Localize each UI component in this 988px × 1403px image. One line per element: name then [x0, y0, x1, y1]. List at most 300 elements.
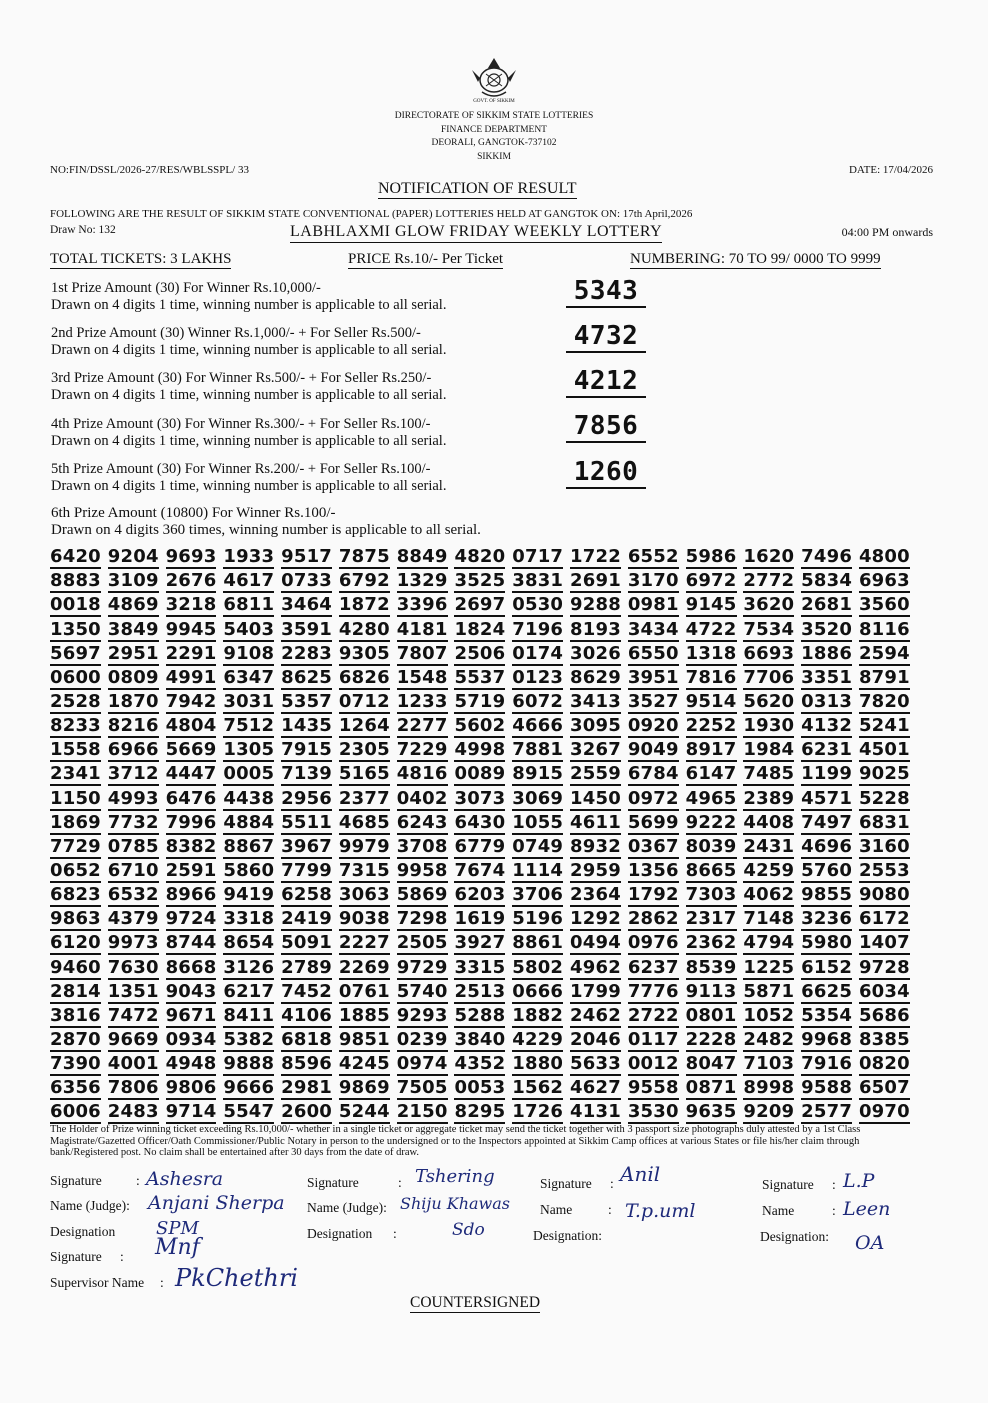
prize-6-winning-number: 5403 [223, 618, 275, 640]
prize-6-winning-number: 2862 [627, 908, 679, 930]
prize-6-winning-number: 8966 [165, 884, 217, 906]
prize-6-winning-number: 2959 [570, 859, 621, 881]
prize-6-number-row [50, 1028, 910, 1052]
prize-6-winning-number: 2228 [685, 1028, 737, 1050]
prize-6-winning-number: 6693 [743, 642, 795, 664]
prize-6-winning-number: 4181 [396, 618, 448, 640]
prize-6-winning-number: 5740 [396, 980, 448, 1002]
prize-6-winning-number: 2377 [338, 787, 390, 809]
prize-6-winning-number: 4132 [801, 715, 853, 737]
prize-6-winning-number: 6823 [50, 884, 101, 906]
prize-6-winning-number: 3315 [454, 956, 506, 978]
prize-6-winning-number: 0785 [107, 835, 159, 857]
prize-6-winning-number: 3951 [627, 666, 679, 688]
prize-6-number-row [50, 907, 910, 931]
prize-6-winning-number: 9293 [396, 1004, 448, 1026]
prize-1-description [51, 280, 446, 314]
prize-6-winning-number: 5196 [512, 908, 564, 930]
prize-6-winning-number: 7298 [396, 908, 448, 930]
signature-label: Signature [540, 1176, 592, 1191]
prize-6-winning-number: 9671 [165, 1004, 217, 1026]
prize-6-winning-number: 1930 [743, 715, 795, 737]
prize-6-winning-number: 0313 [801, 690, 853, 712]
prize-amount-line: 2nd Prize Amount (30) Winner Rs.1,000/- + For Seller Rs.500/- [51, 325, 421, 341]
prize-6-winning-number: 9558 [627, 1077, 679, 1099]
prize-6-winning-number: 3026 [570, 642, 621, 664]
prize-6-winning-number: 1620 [743, 546, 795, 568]
prize-6-winning-number: 0530 [512, 594, 564, 616]
prize-6-winning-number: 2505 [396, 932, 448, 954]
prize-6-winning-number: 5537 [454, 666, 506, 688]
prize-6-winning-number: 6430 [454, 811, 506, 833]
prize-6-winning-number: 1435 [281, 715, 333, 737]
prize-6-winning-number: 2553 [858, 859, 910, 881]
prize-6-winning-number: 1356 [627, 859, 679, 881]
prize-6-winning-number: 2482 [743, 1028, 795, 1050]
prize-6-winning-number: 4948 [165, 1053, 217, 1075]
prize-6-winning-number: 1933 [223, 546, 275, 568]
prize-6-winning-number: 9945 [165, 618, 217, 640]
prize-6-winning-number: 3434 [627, 618, 679, 640]
name-colon: : [160, 1275, 164, 1290]
prize-6-winning-number: 6826 [338, 666, 390, 688]
prize-6-winning-number: 7103 [743, 1053, 795, 1075]
prize-6-winning-number: 6779 [454, 835, 506, 857]
prize-6-winning-number: 4696 [801, 835, 853, 857]
prize-6-winning-number: 5869 [396, 884, 448, 906]
prize-6-winning-number: 8791 [858, 666, 910, 688]
prize-6-winning-number: 1886 [801, 642, 853, 664]
prize-6-winning-number: 8596 [281, 1053, 333, 1075]
result-intro-text: FOLLOWING ARE THE RESULT OF SIKKIM STATE CONVENTIONAL (PAPER) LOTTERIES HELD AT GANGTOK ON: 17th April,2026 [50, 208, 693, 220]
prize-6-winning-number: 3351 [801, 666, 853, 688]
prize-6-winning-number: 7512 [223, 715, 275, 737]
prize-6-winning-number: 6476 [165, 787, 217, 809]
prize-6-winning-number: 7315 [338, 859, 390, 881]
prize-6-winning-number: 4352 [454, 1053, 506, 1075]
prize-6-winning-number: 4965 [685, 787, 737, 809]
prize-3-description [51, 370, 446, 404]
prize-6-winning-number: 9729 [396, 956, 448, 978]
prize-6-winning-number: 6532 [107, 884, 159, 906]
prize-6-winning-number: 9108 [223, 642, 275, 664]
prize-6-winning-number: 1882 [512, 1004, 564, 1026]
ticket-price: PRICE Rs.10/- Per Ticket [348, 251, 504, 267]
prize-6-winning-number: 5165 [338, 763, 390, 785]
prize-6-winning-number: 9588 [801, 1077, 853, 1099]
prize-6-winning-number: 0733 [281, 570, 333, 592]
prize-6-winning-number: 2956 [281, 787, 333, 809]
prize-6-winning-number: 0367 [627, 835, 679, 857]
prize-5-winning-number: 1260 [566, 457, 646, 489]
prize-6-winning-number: 9204 [107, 546, 159, 568]
prize-6-winning-number: 6034 [858, 980, 910, 1002]
prize-6-winning-number: 9514 [685, 690, 737, 712]
prize-6-winning-number: 9043 [165, 980, 217, 1002]
prize-amount-line: 6th Prize Amount (10800) For Winner Rs.100/- [51, 505, 336, 521]
prize-6-winning-number: 2341 [50, 763, 101, 785]
prize-6-winning-number: 1233 [396, 690, 448, 712]
header-line: DEORALI, GANGTOK-737102 [431, 138, 557, 148]
prize-6-winning-number: 6784 [627, 763, 679, 785]
prize-6-winning-number: 3126 [223, 956, 275, 978]
prize-6-number-row [50, 762, 910, 786]
prize-6-winning-number: 4611 [570, 811, 621, 833]
prize-6-number-row [50, 690, 910, 714]
handwritten-signature: Mnf [155, 1235, 200, 1260]
prize-6-winning-number: 9728 [858, 956, 910, 978]
prize-6-winning-number: 3706 [512, 884, 564, 906]
prize-6-winning-number: 4820 [454, 546, 506, 568]
prize-6-number-row [50, 1100, 910, 1124]
prize-6-winning-number: 2681 [801, 594, 853, 616]
prize-6-winning-number: 2594 [858, 642, 910, 664]
prize-6-winning-number: 9419 [223, 884, 275, 906]
prize-6-winning-number: 1872 [338, 594, 390, 616]
prize-6-winning-number: 2462 [570, 1004, 621, 1026]
prize-6-winning-number: 9806 [165, 1077, 217, 1099]
handwritten-name: Shiju Khawas [400, 1194, 510, 1213]
prize-draw-line: Drawn on 4 digits 1 time, winning number is applicable to all serial. [51, 342, 447, 358]
prize-6-winning-number: 9288 [570, 594, 621, 616]
prize-6-winning-number: 4816 [396, 763, 448, 785]
prize-6-number-row [50, 617, 910, 641]
prize-6-winning-number: 7630 [107, 956, 159, 978]
prize-6-winning-number: 6818 [281, 1028, 333, 1050]
prize-6-winning-number: 6258 [281, 884, 333, 906]
prize-6-winning-number: 3413 [570, 690, 621, 712]
prize-6-winning-number: 5357 [281, 690, 333, 712]
prize-6-winning-number: 0174 [512, 642, 564, 664]
prize-6-winning-number: 5382 [223, 1028, 275, 1050]
prize-6-winning-number: 2277 [396, 715, 448, 737]
prize-6-winning-number: 4666 [512, 715, 564, 737]
handwritten-signature: Ashesra [146, 1168, 224, 1190]
prize-6-winning-number: 9460 [50, 956, 101, 978]
prize-6-winning-number: 2291 [165, 642, 217, 664]
prize-6-winning-number: 4447 [165, 763, 217, 785]
name-colon: : [608, 1202, 612, 1217]
handwritten-designation: OA [855, 1232, 885, 1254]
prize-6-winning-number: 0402 [396, 787, 448, 809]
prize-6-winning-number: 2528 [50, 690, 101, 712]
prize-draw-line: Drawn on 4 digits 1 time, winning number is applicable to all serial. [51, 478, 447, 494]
emblem-caption: GOVT. OF SIKKIM [473, 99, 515, 104]
prize-5-description [51, 461, 446, 495]
prize-6-winning-number: 3840 [454, 1028, 506, 1050]
prize-draw-line: Drawn on 4 digits 1 time, winning number is applicable to all serial. [51, 387, 447, 403]
signature-label: Signature [50, 1173, 102, 1188]
prize-6-winning-number: 6550 [627, 642, 679, 664]
prize-6-winning-number: 1450 [570, 787, 621, 809]
draw-number: Draw No: 132 [50, 224, 116, 236]
designation-colon: : [393, 1226, 397, 1241]
total-tickets: TOTAL TICKETS: 3 LAKHS [50, 251, 232, 267]
prize-6-winning-number: 1199 [801, 763, 853, 785]
prize-6-winning-number: 6552 [627, 546, 679, 568]
prize-draw-line: Drawn on 4 digits 360 times, winning number is applicable to all serial. [51, 522, 481, 538]
prize-3-winning-number: 4212 [566, 366, 646, 398]
lottery-name: LABHLAXMI GLOW FRIDAY WEEKLY LOTTERY [290, 222, 662, 243]
prize-6-winning-number: 9222 [685, 811, 737, 833]
prize-6-winning-number: 8382 [165, 835, 217, 857]
prize-2-description [51, 325, 446, 359]
prize-6-winning-number: 8849 [396, 546, 448, 568]
prize-6-winning-number: 5511 [281, 811, 333, 833]
handwritten-signature: L.P [843, 1170, 875, 1192]
prize-6-number-row [50, 593, 910, 617]
prize-6-winning-number: 5602 [454, 715, 506, 737]
prize-6-winning-number: 5986 [685, 546, 737, 568]
prize-6-number-row [50, 1076, 910, 1100]
prize-6-winning-number: 6625 [801, 980, 853, 1002]
name-colon: : [832, 1203, 836, 1218]
prize-6-winning-number: 1722 [570, 546, 621, 568]
prize-6-winning-number: 5241 [858, 715, 910, 737]
prize-6-number-row [50, 642, 910, 666]
designation-label: Designation: [533, 1228, 602, 1243]
prize-6-winning-number: 9869 [338, 1077, 390, 1099]
document-date: DATE: 17/04/2026 [848, 164, 933, 176]
prize-6-winning-number: 8216 [107, 715, 159, 737]
header-line: DIRECTORATE OF SIKKIM STATE LOTTERIES [394, 111, 594, 121]
prize-6-winning-number: 5354 [801, 1004, 853, 1026]
prize-6-winning-number: 3069 [512, 787, 564, 809]
prize-6-winning-number: 2046 [570, 1028, 621, 1050]
prize-6-winning-number: 9305 [338, 642, 390, 664]
prize-6-winning-number: 8193 [570, 618, 621, 640]
prize-6-winning-number: 6203 [454, 884, 506, 906]
prize-6-winning-number: 3849 [107, 618, 159, 640]
prize-6-winning-number: 9973 [107, 932, 159, 954]
prize-6-winning-number: 0717 [512, 546, 564, 568]
prize-6-winning-number: 1350 [50, 618, 101, 640]
prize-amount-line: 4th Prize Amount (30) For Winner Rs.300/- + For Seller Rs.100/- [51, 416, 431, 432]
prize-6-winning-number: 6237 [627, 956, 679, 978]
prize-6-winning-number: 7196 [512, 618, 564, 640]
prize-6-winning-number: 0970 [858, 1101, 910, 1123]
prize-6-winning-number: 7799 [281, 859, 333, 881]
prize-6-winning-number: 6710 [107, 859, 159, 881]
prize-6-winning-number: 5547 [223, 1101, 275, 1123]
prize-6-winning-number: 0018 [50, 594, 101, 616]
prize-6-winning-number: 2283 [281, 642, 333, 664]
prize-6-winning-number: 0972 [627, 787, 679, 809]
prize-6-winning-number: 1052 [743, 1004, 795, 1026]
sikkim-emblem-logo [468, 56, 520, 105]
prize-6-winning-number: 7674 [454, 859, 506, 881]
prize-6-winning-number: 2870 [50, 1028, 101, 1050]
prize-6-winning-number: 3170 [627, 570, 679, 592]
prize-6-numbers-grid [50, 545, 910, 1124]
prize-6-winning-number: 5288 [454, 1004, 506, 1026]
prize-6-winning-number: 2577 [801, 1101, 853, 1123]
prize-6-winning-number: 3218 [165, 594, 217, 616]
handwritten-signature: Tshering [415, 1166, 495, 1187]
prize-6-winning-number: 9517 [281, 546, 333, 568]
prize-6-winning-number: 6972 [685, 570, 737, 592]
prize-6-winning-number: 0123 [512, 666, 564, 688]
notification-title: NOTIFICATION OF RESULT [378, 180, 577, 197]
prize-6-winning-number: 2789 [281, 956, 333, 978]
prize-6-winning-number: 7303 [685, 884, 737, 906]
prize-6-winning-number: 0666 [512, 980, 564, 1002]
prize-6-number-row [50, 835, 910, 859]
prize-6-winning-number: 7915 [281, 739, 333, 761]
prize-6-winning-number: 3560 [858, 594, 910, 616]
prize-6-winning-number: 7390 [50, 1053, 101, 1075]
prize-6-number-row [50, 714, 910, 738]
prize-6-winning-number: 9669 [107, 1028, 159, 1050]
reference-number: NO:FIN/DSSL/2026-27/RES/WBLSSPL/ 33 [50, 164, 249, 176]
prize-6-winning-number: 9693 [165, 546, 217, 568]
prize-6-winning-number: 4571 [801, 787, 853, 809]
prize-6-winning-number: 9049 [627, 739, 679, 761]
prize-6-winning-number: 7807 [396, 642, 448, 664]
prize-6-winning-number: 6831 [858, 811, 910, 833]
prize-6-winning-number: 0117 [627, 1028, 679, 1050]
name-judge-label: Name (Judge): [307, 1200, 387, 1215]
prize-6-winning-number: 2483 [107, 1101, 159, 1123]
prize-6-winning-number: 1558 [50, 739, 101, 761]
signature-label: Signature [307, 1175, 359, 1190]
prize-6-winning-number: 2506 [454, 642, 506, 664]
prize-6-winning-number: 2600 [281, 1101, 333, 1123]
prize-6-number-row [50, 738, 910, 762]
prize-6-winning-number: 1305 [223, 739, 275, 761]
prize-6-winning-number: 0981 [627, 594, 679, 616]
header-line: SIKKIM [477, 151, 511, 162]
prize-6-winning-number: 8998 [743, 1077, 795, 1099]
prize-6-winning-number: 9863 [50, 908, 101, 930]
prize-6-winning-number: 8233 [50, 715, 101, 737]
prize-6-winning-number: 4280 [338, 618, 390, 640]
prize-6-winning-number: 5228 [858, 787, 910, 809]
prize-6-winning-number: 9025 [858, 763, 910, 785]
prize-6-winning-number: 1548 [396, 666, 448, 688]
prize-6-winning-number: 1318 [685, 642, 737, 664]
prize-6-winning-number: 8047 [685, 1053, 737, 1075]
prize-amount-line: 5th Prize Amount (30) For Winner Rs.200/- + For Seller Rs.100/- [51, 461, 431, 477]
prize-6-number-row [50, 786, 910, 810]
prize-6-winning-number: 6420 [50, 546, 101, 568]
prize-6-winning-number: 2252 [685, 715, 737, 737]
prize-6-winning-number: 7497 [801, 811, 853, 833]
designation-label: Designation [307, 1226, 373, 1241]
prize-6-winning-number: 4962 [570, 956, 621, 978]
prize-draw-line: Drawn on 4 digits 1 time, winning number is applicable to all serial. [51, 297, 447, 313]
prize-6-number-row [50, 811, 910, 835]
prize-6-winning-number: 3708 [396, 835, 448, 857]
signature-colon: : [398, 1175, 402, 1190]
signature-label: Signature [762, 1177, 814, 1192]
prize-6-winning-number: 2150 [396, 1101, 448, 1123]
prize-6-winning-number: 7706 [743, 666, 795, 688]
prize-6-winning-number: 1225 [743, 956, 795, 978]
prize-6-winning-number: 2981 [281, 1077, 333, 1099]
issuing-authority-header [0, 110, 988, 164]
handwritten-name: Anjani Sherpa [148, 1192, 285, 1214]
prize-6-winning-number: 7996 [165, 811, 217, 833]
prize-6-winning-number: 0005 [223, 763, 275, 785]
prize-6-winning-number: 4800 [858, 546, 910, 568]
prize-6-winning-number: 1824 [454, 618, 506, 640]
prize-6-winning-number: 0820 [858, 1053, 910, 1075]
prize-6-winning-number: 1055 [512, 811, 564, 833]
prize-6-winning-number: 1880 [512, 1053, 564, 1075]
prize-6-winning-number: 4993 [107, 787, 159, 809]
prize-6-winning-number: 8539 [685, 956, 737, 978]
prize-6-winning-number: 2269 [338, 956, 390, 978]
prize-6-winning-number: 4998 [454, 739, 506, 761]
prize-draw-line: Drawn on 4 digits 1 time, winning number is applicable to all serial. [51, 433, 447, 449]
prize-6-winning-number: 1792 [627, 884, 679, 906]
prize-6-winning-number: 7139 [281, 763, 333, 785]
claim-instructions-note: The Holder of Prize winning ticket exceeding Rs.10,000/- whether in a single ticket or aggregate ticket may send the ticket together with 3 passport size photographs duly attested by a 1st Class Magistrate/Gazetted Officer/Oath Commissioner/Public Notary in person to the undersigned or to the Inspectors appointed at Sikkim Camp offices at various States or file his/her claim through bank/Registered post. No claim shall be entertained after 30 days from the date of draw. [50, 1124, 861, 1158]
prize-amount-line: 3rd Prize Amount (30) For Winner Rs.500/- + For Seller Rs.250/- [51, 370, 432, 386]
prize-6-winning-number: 6347 [223, 666, 275, 688]
prize-6-winning-number: 0494 [570, 932, 621, 954]
prize-6-winning-number: 4991 [165, 666, 217, 688]
prize-6-winning-number: 3236 [801, 908, 853, 930]
prize-6-winning-number: 6243 [396, 811, 448, 833]
prize-6-winning-number: 6356 [50, 1077, 101, 1099]
header-line: FINANCE DEPARTMENT [441, 124, 547, 135]
prize-6-winning-number: 7729 [50, 835, 101, 857]
prize-6-winning-number: 3160 [858, 835, 910, 857]
signature-colon: : [610, 1176, 614, 1191]
prize-6-number-row [50, 859, 910, 883]
prize-6-winning-number: 6507 [858, 1077, 910, 1099]
prize-6-winning-number: 3525 [454, 570, 506, 592]
prize-6-winning-number: 6811 [223, 594, 275, 616]
prize-6-winning-number: 8295 [454, 1101, 506, 1123]
prize-6-winning-number: 8861 [512, 932, 564, 954]
prize-6-winning-number: 2722 [627, 1004, 679, 1026]
prize-6-winning-number: 6963 [858, 570, 910, 592]
handwritten-designation: Sdo [452, 1220, 485, 1240]
prize-6-winning-number: 7534 [743, 618, 795, 640]
prize-6-winning-number: 2691 [570, 570, 621, 592]
prize-6-winning-number: 3620 [743, 594, 795, 616]
prize-6-winning-number: 0749 [512, 835, 564, 857]
prize-6-winning-number: 5719 [454, 690, 506, 712]
prize-6-winning-number: 6120 [50, 932, 101, 954]
prize-6-winning-number: 7472 [107, 1004, 159, 1026]
prize-6-winning-number: 5686 [858, 1004, 910, 1026]
prize-6-winning-number: 7776 [627, 980, 679, 1002]
countersigned-label: COUNTERSIGNED [410, 1294, 541, 1311]
prize-6-winning-number: 7875 [338, 546, 390, 568]
prize-6-winning-number: 7916 [801, 1053, 853, 1075]
prize-6-winning-number: 3831 [512, 570, 564, 592]
prize-6-winning-number: 0712 [338, 690, 390, 712]
prize-6-winning-number: 9851 [338, 1028, 390, 1050]
prize-6-winning-number: 3318 [223, 908, 275, 930]
prize-6-winning-number: 7820 [858, 690, 910, 712]
prize-6-winning-number: 1562 [512, 1077, 564, 1099]
prize-6-winning-number: 2676 [165, 570, 217, 592]
prize-6-winning-number: 0976 [627, 932, 679, 954]
prize-6-winning-number: 6217 [223, 980, 275, 1002]
prize-6-winning-number: 8654 [223, 932, 275, 954]
prize-6-winning-number: 0761 [338, 980, 390, 1002]
prize-6-number-row [50, 545, 910, 569]
prize-6-winning-number: 8411 [223, 1004, 275, 1026]
prize-6-winning-number: 6966 [107, 739, 159, 761]
prize-6-winning-number: 0974 [396, 1053, 448, 1075]
prize-6-winning-number: 3073 [454, 787, 506, 809]
